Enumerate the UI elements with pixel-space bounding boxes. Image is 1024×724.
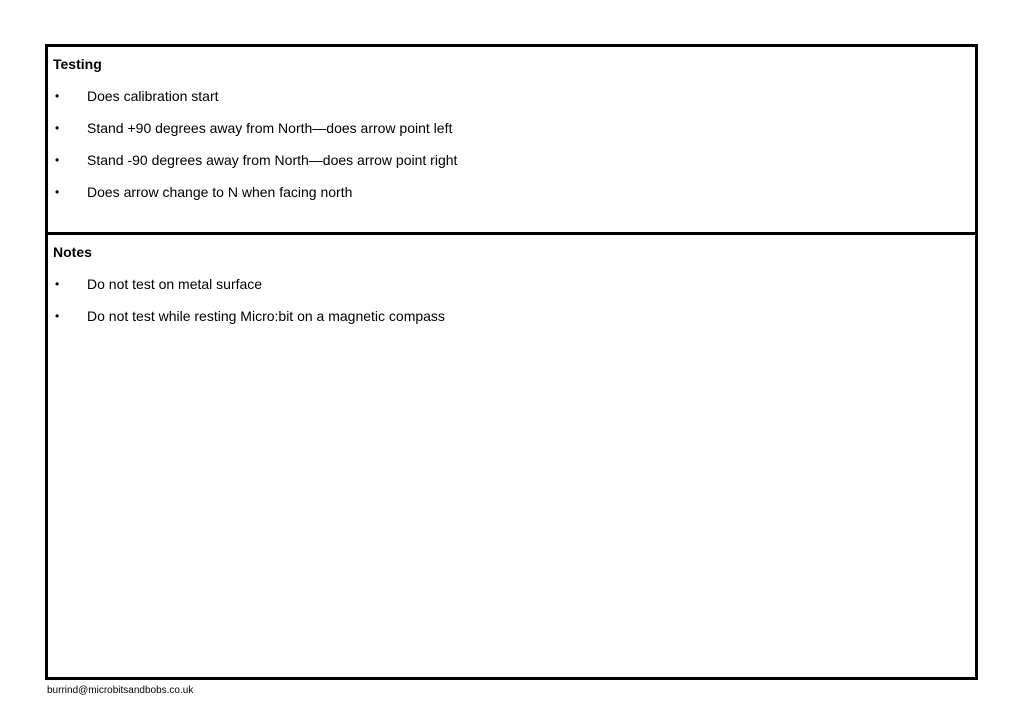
- list-item-text: Does calibration start: [87, 88, 219, 104]
- testing-section: [48, 47, 975, 235]
- footer-email: burrind@microbitsandbobs.co.uk: [47, 685, 194, 696]
- list-item-text: Does arrow change to N when facing north: [87, 184, 353, 200]
- list-item-text: Stand -90 degrees away from North—does arrow point right: [87, 152, 458, 168]
- bullet-icon: •: [55, 89, 60, 103]
- bullet-icon: •: [55, 277, 60, 291]
- bullet-icon: •: [55, 185, 60, 199]
- list-item-text: Do not test while resting Micro:bit on a magnetic compass: [87, 308, 445, 324]
- notes-section: [48, 235, 975, 677]
- bullet-icon: •: [55, 153, 60, 167]
- testing-heading: Testing: [53, 56, 102, 72]
- list-item-text: Do not test on metal surface: [87, 276, 263, 292]
- notes-heading: Notes: [53, 244, 92, 260]
- bullet-icon: •: [55, 309, 60, 323]
- bullet-icon: •: [55, 121, 60, 135]
- list-item-text: Stand +90 degrees away from North—does arrow point left: [87, 120, 453, 136]
- document-frame: [45, 44, 978, 680]
